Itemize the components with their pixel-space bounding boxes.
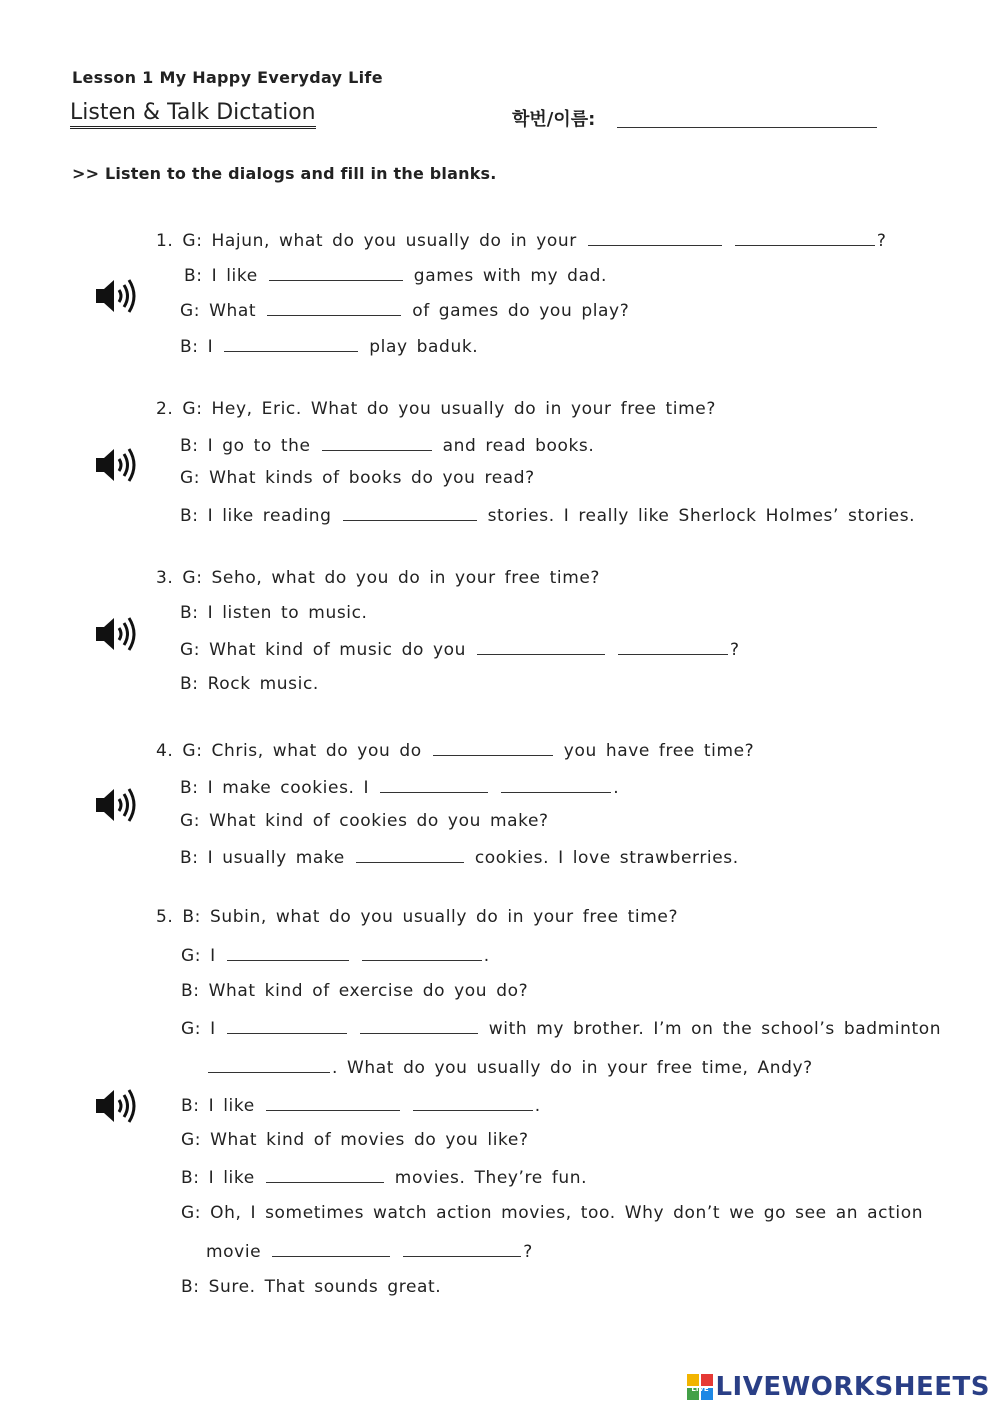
blank-input[interactable] — [272, 1240, 390, 1257]
blank-input[interactable] — [269, 264, 403, 281]
dialog-line: 4. G: Chris, what do you do you have free time? — [156, 741, 755, 761]
dialog-line: 1. G: Hajun, what do you usually do in your ? — [156, 231, 887, 251]
dialog-line: B: I go to the and read books. — [180, 436, 595, 456]
speaker-icon[interactable] — [94, 1087, 140, 1125]
dialog-line: 3. G: Seho, what do you do in your free time? — [156, 568, 601, 588]
dialog-line: B: I like . — [181, 1096, 541, 1116]
svg-text:LIVE: LIVE — [691, 1385, 710, 1393]
blank-input[interactable] — [413, 1094, 533, 1111]
dialog-line: G: What kind of cookies do you make? — [180, 811, 549, 831]
dialog-line: G: I . — [181, 946, 490, 966]
blank-input[interactable] — [403, 1240, 521, 1257]
instructions: >> Listen to the dialogs and fill in the blanks. — [72, 164, 497, 183]
student-id-label: 학번/이름: — [512, 109, 596, 130]
dialog-line: G: Oh, I sometimes watch action movies, too. Why don’t we go see an action — [181, 1203, 924, 1223]
dialog-line: movie ? — [206, 1242, 533, 1262]
student-id-input[interactable] — [617, 127, 877, 128]
dialog-line: B: I like reading stories. I really like Sherlock Holmes’ stories. — [180, 506, 916, 526]
dialog-line: G: What kinds of books do you read? — [180, 468, 535, 488]
blank-input[interactable] — [322, 434, 432, 451]
blank-input[interactable] — [266, 1166, 384, 1183]
blank-input[interactable] — [266, 1094, 400, 1111]
dialog-line: B: I like games with my dad. — [184, 266, 607, 286]
blank-input[interactable] — [735, 229, 875, 246]
dialog-line: B: Sure. That sounds great. — [181, 1277, 442, 1297]
dialog-line: B: I usually make cookies. I love strawberries. — [180, 848, 739, 868]
dialog-line: G: What of games do you play? — [180, 301, 630, 321]
liveworksheets-badge-icon — [687, 1374, 713, 1400]
speaker-icon[interactable] — [94, 277, 140, 315]
blank-input[interactable] — [477, 638, 605, 655]
dialog-line: G: What kind of movies do you like? — [181, 1130, 529, 1150]
blank-input[interactable] — [618, 638, 728, 655]
speaker-icon[interactable] — [94, 446, 140, 484]
dialog-line: B: I play baduk. — [180, 337, 479, 357]
blank-input[interactable] — [343, 504, 477, 521]
dialog-line: B: I like movies. They’re fun. — [181, 1168, 588, 1188]
blank-input[interactable] — [360, 1017, 478, 1034]
dialog-line: B: Rock music. — [180, 674, 319, 694]
worksheet-title: Listen & Talk Dictation — [70, 100, 316, 129]
dialog-line: 2. G: Hey, Eric. What do you usually do in your free time? — [156, 399, 716, 419]
blank-input[interactable] — [362, 944, 482, 961]
speaker-icon[interactable] — [94, 786, 140, 824]
blank-input[interactable] — [588, 229, 722, 246]
lesson-title: Lesson 1 My Happy Everyday Life — [72, 68, 383, 87]
blank-input[interactable] — [227, 944, 349, 961]
dialog-line: B: I make cookies. I . — [180, 778, 620, 798]
dialog-line: . What do you usually do in your free time, Andy? — [206, 1056, 813, 1078]
blank-input[interactable] — [208, 1056, 330, 1073]
liveworksheets-logo: LIVE LIVEWORKSHEETS — [687, 1372, 990, 1402]
dialog-line: G: I with my brother. I’m on the school’s badminton — [181, 1019, 942, 1039]
blank-input[interactable] — [224, 335, 358, 352]
dialog-line: B: I listen to music. — [180, 603, 368, 623]
blank-input[interactable] — [380, 776, 488, 793]
blank-input[interactable] — [501, 776, 611, 793]
blank-input[interactable] — [356, 846, 464, 863]
dialog-line: B: What kind of exercise do you do? — [181, 981, 529, 1001]
blank-input[interactable] — [227, 1017, 347, 1034]
blank-input[interactable] — [433, 739, 553, 756]
dialog-line: 5. B: Subin, what do you usually do in your free time? — [156, 907, 679, 927]
dialog-line: G: What kind of music do you ? — [180, 640, 740, 660]
blank-input[interactable] — [267, 299, 401, 316]
speaker-icon[interactable] — [94, 615, 140, 653]
